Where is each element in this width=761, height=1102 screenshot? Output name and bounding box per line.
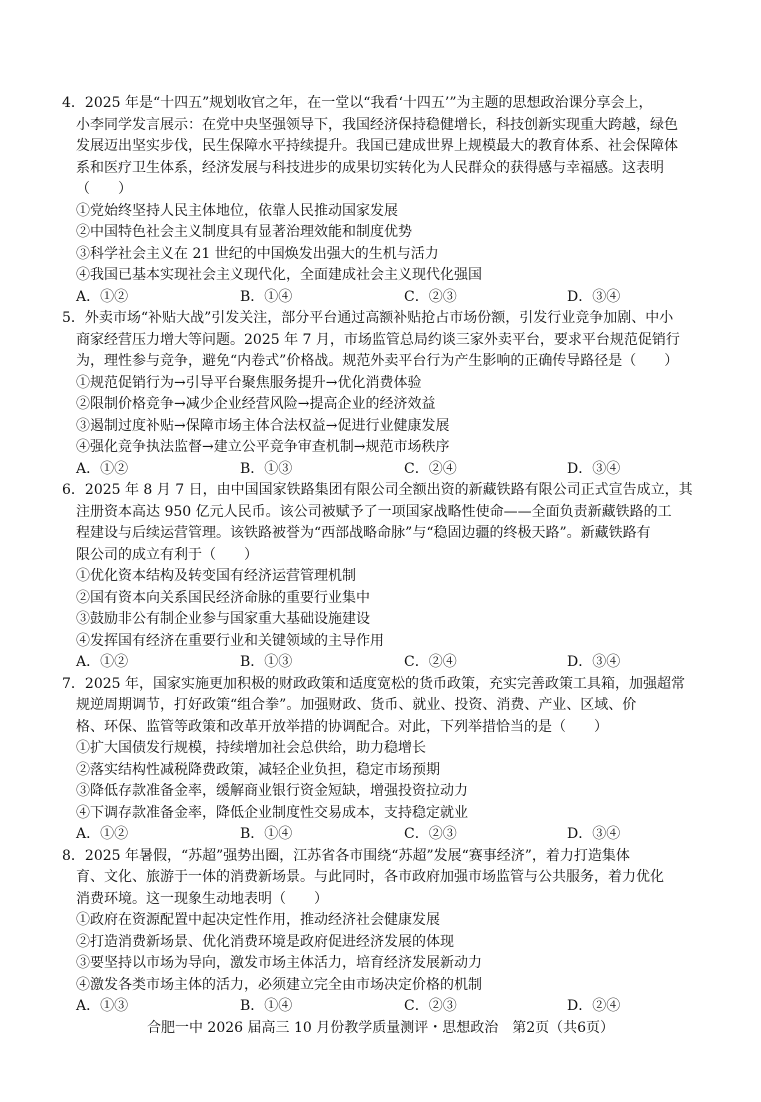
option-statement: ③科学社会主义在 21 世纪的中国焕发出强大的生机与活力: [76, 245, 439, 262]
question-stem-line: 系和医疗卫生体系，经济发展与科技进步的成果切实转化为人民群众的获得感与幸福感。这表明: [76, 159, 664, 176]
question-7: [62, 674, 724, 846]
page-footer: 合肥一中 2026 届高三 10 月份教学质量测评・思想政治 第2页（共6页）: [146, 1020, 615, 1036]
question-stem-line: 发展迈出坚实步伐，民生保障水平持续提升。我国已建成世界上规模最大的教育体系、社会保障体: [76, 138, 678, 154]
question-4: [62, 93, 724, 308]
question-6: [62, 480, 724, 674]
answer-choices: [62, 996, 724, 1018]
choice-d: D．③④: [567, 654, 621, 670]
choice-c: C．②③: [404, 288, 457, 305]
option-statement: ④强化竞争执法监督→建立公平竞争审查机制→规范市场秩序: [76, 439, 450, 455]
question-stem-line: 程建设与后续运营管理。该铁路被誉为“西部战略命脉”与“稳固边疆的终极天路”。新藏铁路有: [76, 525, 651, 541]
option-statement: ①政府在资源配置中起决定性作用，推动经济社会健康发展: [76, 912, 440, 928]
choice-c: C．②④: [404, 654, 457, 670]
option-statement: ②国有资本向关系国民经济命脉的重要行业集中: [76, 589, 370, 606]
choice-a: A．①③: [76, 998, 129, 1014]
option-statement: ④下调存款准备金率，降低企业制度性交易成本，支持稳定就业: [76, 804, 468, 821]
option-statement: ②中国特色社会主义制度具有显著治理效能和制度优势: [76, 224, 412, 240]
question-stem-line: 商家经营压力增大等问题。2025 年 7 月，市场监管总局约谈三家外卖平台，要求平台规范促销行: [76, 331, 680, 348]
option-statement: ②打造消费新场景、优化消费环境是政府促进经济发展的体现: [76, 933, 454, 950]
choice-b: B．①③: [240, 460, 293, 477]
question-stem-line: 注册资本高达 950 亿元人民币。该公司被赋予了一项国家战略性使命——全面负责新藏铁路的工: [76, 503, 672, 520]
question-stem-line: 限公司的成立有利于（ ）: [76, 546, 258, 563]
question-stem-line: 8．2025 年暑假，“苏超”强势出圈，江苏省各市围绕“苏超”发展“赛事经济”，着力打造集体: [62, 847, 630, 864]
option-statement: ③鼓励非公有制企业参与国家重大基础设施建设: [76, 611, 370, 627]
option-statement: ①扩大国债发行规模，持续增加社会总供给，助力稳增长: [76, 740, 426, 756]
option-statement: ①规范促销行为→引导平台聚焦服务提升→优化消费体验: [76, 374, 422, 391]
option-statement: ②限制价格竞争→减少企业经营风险→提高企业的经济效益: [76, 396, 436, 412]
question-stem-line: 7．2025 年，国家实施更加积极的财政政策和适度宽松的货币政策，充实完善政策工具箱，加强超常: [62, 675, 685, 692]
choice-b: B．①④: [240, 288, 293, 305]
answer-blank: （ ）: [76, 181, 132, 197]
choice-d: D．②④: [567, 998, 621, 1014]
question-stem-line: 5．外卖市场“补贴大战”引发关注，部分平台通过高额补贴抢占市场份额，引发行业竞争加剧、中小: [62, 310, 674, 326]
choice-b: B．①④: [240, 826, 293, 842]
choice-a: A．①②: [76, 654, 129, 670]
question-stem-line: 4．2025 年是“十四五”规划收官之年，在一堂以“我看‘十四五’”为主题的思想政治课分享会上，: [62, 95, 653, 111]
choice-a: A．①②: [76, 288, 129, 305]
option-statement: ①优化资本结构及转变国有经济运营管理机制: [76, 568, 356, 584]
choice-d: D．③④: [567, 460, 621, 477]
answer-choices: [62, 824, 724, 846]
choice-b: B．①④: [240, 998, 293, 1014]
question-stem-line: 育、文化、旅游于一体的消费新场景。与此同时，各市政府加强市场监管与公共服务，着力优化: [76, 869, 664, 885]
option-statement: ②落实结构性减税降费政策，减轻企业负担，稳定市场预期: [76, 761, 440, 778]
question-stem-line: 6．2025 年 8 月 7 日，由中国国家铁路集团有限公司全额出资的新藏铁路有限公司正式宣告成立，其: [62, 482, 693, 498]
question-8: [62, 846, 724, 1018]
choice-a: A．①②: [76, 826, 129, 842]
answer-choices: [62, 652, 724, 674]
option-statement: ④激发各类市场主体的活力，必须建立完全由市场决定价格的机制: [76, 976, 482, 993]
choice-c: C．②③: [404, 826, 457, 842]
question-5: [62, 308, 724, 480]
choice-a: A．①②: [76, 460, 129, 477]
question-stem-line: 规逆周期调节，打好政策“组合拳”。加强财政、货币、就业、投资、消费、产业、区域、价: [76, 697, 637, 713]
choice-d: D．③④: [567, 288, 621, 305]
option-statement: ④发挥国有经济在重要行业和关键领域的主导作用: [76, 632, 384, 649]
question-stem-line: 格、环保、监管等政策和改革开放举措的协调配合。对此，下列举措恰当的是（ ）: [76, 718, 608, 735]
choice-d: D．③④: [567, 826, 621, 842]
option-statement: ①党始终坚持人民主体地位，依靠人民推动国家发展: [76, 202, 398, 219]
option-statement: ③降低存款准备金率，缓解商业银行资金短缺，增强投资拉动力: [76, 783, 468, 799]
question-list: [62, 93, 724, 1018]
question-stem-line: 小李同学发言展示：在党中央坚强领导下，我国经济保持稳健增长，科技创新实现重大跨越，绿色: [76, 116, 678, 133]
option-statement: ③要坚持以市场为导向，激发市场主体活力，培育经济发展新动力: [76, 955, 482, 971]
question-stem-line: 消费环境。这一现象生动地表明（ ）: [76, 890, 328, 907]
choice-b: B．①③: [240, 654, 293, 670]
option-statement: ③遏制过度补贴→保障市场主体合法权益→促进行业健康发展: [76, 417, 450, 434]
choice-c: C．②③: [404, 998, 457, 1014]
answer-choices: [62, 287, 724, 309]
option-statement: ④我国已基本实现社会主义现代化，全面建成社会主义现代化强国: [76, 267, 482, 283]
answer-choices: [62, 459, 724, 481]
choice-c: C．②④: [404, 460, 457, 477]
question-stem-line: 为，理性参与竞争，避免“内卷式”价格战。规范外卖平台行为产生影响的正确传导路径是（ ）: [76, 353, 679, 369]
